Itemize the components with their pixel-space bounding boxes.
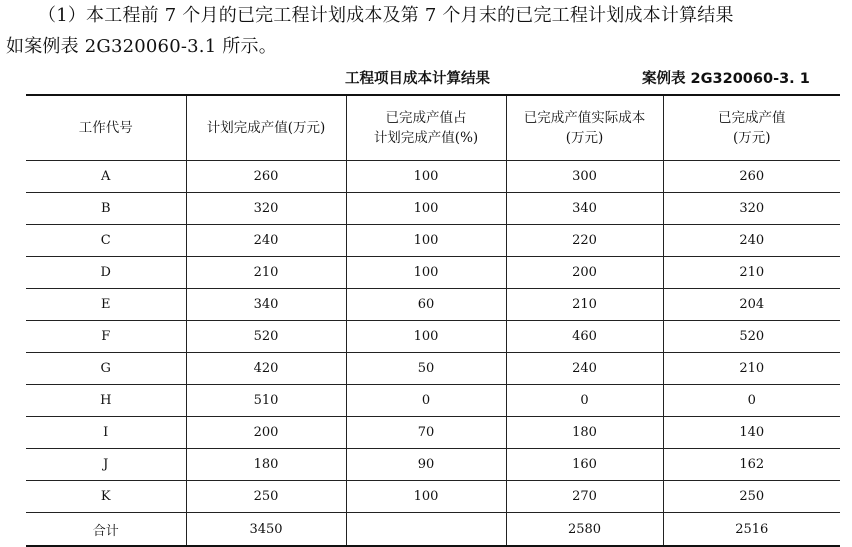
- cell-completion-percent: 100: [346, 225, 506, 257]
- table-row: [26, 417, 840, 449]
- cell-actual-cost: 220: [506, 225, 663, 257]
- cell-planned-value: 320: [186, 193, 346, 225]
- cell-work-code: J: [26, 449, 186, 481]
- table-row: [26, 449, 840, 481]
- header-planned-value: [186, 95, 346, 161]
- cell-earned-value: 520: [663, 321, 840, 353]
- total-earned: 2516: [663, 513, 840, 547]
- cell-planned-value: 240: [186, 225, 346, 257]
- cell-earned-value: 0: [663, 385, 840, 417]
- cell-planned-value: 260: [186, 161, 346, 193]
- table-row: [26, 193, 840, 225]
- cell-completion-percent: 70: [346, 417, 506, 449]
- cell-earned-value: 162: [663, 449, 840, 481]
- cell-work-code: D: [26, 257, 186, 289]
- cost-calculation-table: [26, 94, 840, 547]
- header-row: [26, 95, 840, 161]
- cell-earned-value: 140: [663, 417, 840, 449]
- header-line: (万元): [732, 130, 771, 146]
- cell-planned-value: 210: [186, 257, 346, 289]
- total-actual-cost: 2580: [506, 513, 663, 547]
- cell-planned-value: 250: [186, 481, 346, 513]
- table-row: [26, 289, 840, 321]
- cell-work-code: H: [26, 385, 186, 417]
- intro-line-1: （1）本工程前 7 个月的已完工程计划成本及第 7 个月末的已完工程计划成本计算结果: [38, 5, 734, 26]
- cell-earned-value: 210: [663, 353, 840, 385]
- total-planned: 3450: [186, 513, 346, 547]
- total-row: [26, 513, 840, 547]
- cell-actual-cost: 160: [506, 449, 663, 481]
- cell-planned-value: 200: [186, 417, 346, 449]
- cell-work-code: F: [26, 321, 186, 353]
- cell-planned-value: 510: [186, 385, 346, 417]
- cell-earned-value: 210: [663, 257, 840, 289]
- cell-actual-cost: 270: [506, 481, 663, 513]
- table-row: [26, 257, 840, 289]
- cell-work-code: K: [26, 481, 186, 513]
- header-line: 已完成产值: [718, 110, 786, 126]
- header-line: 工作代号: [78, 120, 133, 136]
- cell-planned-value: 420: [186, 353, 346, 385]
- cell-completion-percent: 60: [346, 289, 506, 321]
- cell-completion-percent: 0: [346, 385, 506, 417]
- cell-actual-cost: 210: [506, 289, 663, 321]
- cell-earned-value: 204: [663, 289, 840, 321]
- table-number: 案例表 2G320060-3. 1: [642, 71, 810, 87]
- table-title: 工程项目成本计算结果: [345, 71, 490, 87]
- cell-work-code: A: [26, 161, 186, 193]
- total-label: 合计: [26, 513, 186, 547]
- header-line: 计划完成产值(万元): [206, 120, 326, 136]
- table-row: [26, 353, 840, 385]
- cell-actual-cost: 240: [506, 353, 663, 385]
- cell-completion-percent: 90: [346, 449, 506, 481]
- cell-actual-cost: 200: [506, 257, 663, 289]
- cell-completion-percent: 100: [346, 193, 506, 225]
- cell-work-code: B: [26, 193, 186, 225]
- cell-actual-cost: 460: [506, 321, 663, 353]
- total-percent: [346, 513, 506, 547]
- cell-planned-value: 520: [186, 321, 346, 353]
- cell-planned-value: 340: [186, 289, 346, 321]
- header-line: 计划完成产值(%): [373, 130, 479, 146]
- header-actual-cost: [506, 95, 663, 161]
- cell-work-code: I: [26, 417, 186, 449]
- table-row: [26, 225, 840, 257]
- cell-earned-value: 250: [663, 481, 840, 513]
- cell-planned-value: 180: [186, 449, 346, 481]
- cell-completion-percent: 100: [346, 481, 506, 513]
- cell-work-code: E: [26, 289, 186, 321]
- cell-completion-percent: 100: [346, 321, 506, 353]
- cell-earned-value: 260: [663, 161, 840, 193]
- table-row: [26, 481, 840, 513]
- header-line: 已完成产值实际成本: [523, 110, 646, 126]
- cell-completion-percent: 100: [346, 257, 506, 289]
- cell-work-code: C: [26, 225, 186, 257]
- table-row: [26, 161, 840, 193]
- cell-actual-cost: 340: [506, 193, 663, 225]
- header-work-code: [26, 95, 186, 161]
- table-row: [26, 321, 840, 353]
- cell-actual-cost: 0: [506, 385, 663, 417]
- table-row: [26, 385, 840, 417]
- cell-actual-cost: 300: [506, 161, 663, 193]
- intro-line-2: 如案例表 2G320060-3.1 所示。: [6, 36, 277, 57]
- header-earned-value: [663, 95, 840, 161]
- cell-earned-value: 240: [663, 225, 840, 257]
- table-header: [26, 95, 840, 161]
- header-line: 已完成产值占: [385, 110, 467, 126]
- table-body: [26, 161, 840, 547]
- cell-work-code: G: [26, 353, 186, 385]
- header-line: (万元): [565, 130, 604, 146]
- cell-completion-percent: 100: [346, 161, 506, 193]
- cell-actual-cost: 180: [506, 417, 663, 449]
- cell-earned-value: 320: [663, 193, 840, 225]
- header-completion-percent: [346, 95, 506, 161]
- cell-completion-percent: 50: [346, 353, 506, 385]
